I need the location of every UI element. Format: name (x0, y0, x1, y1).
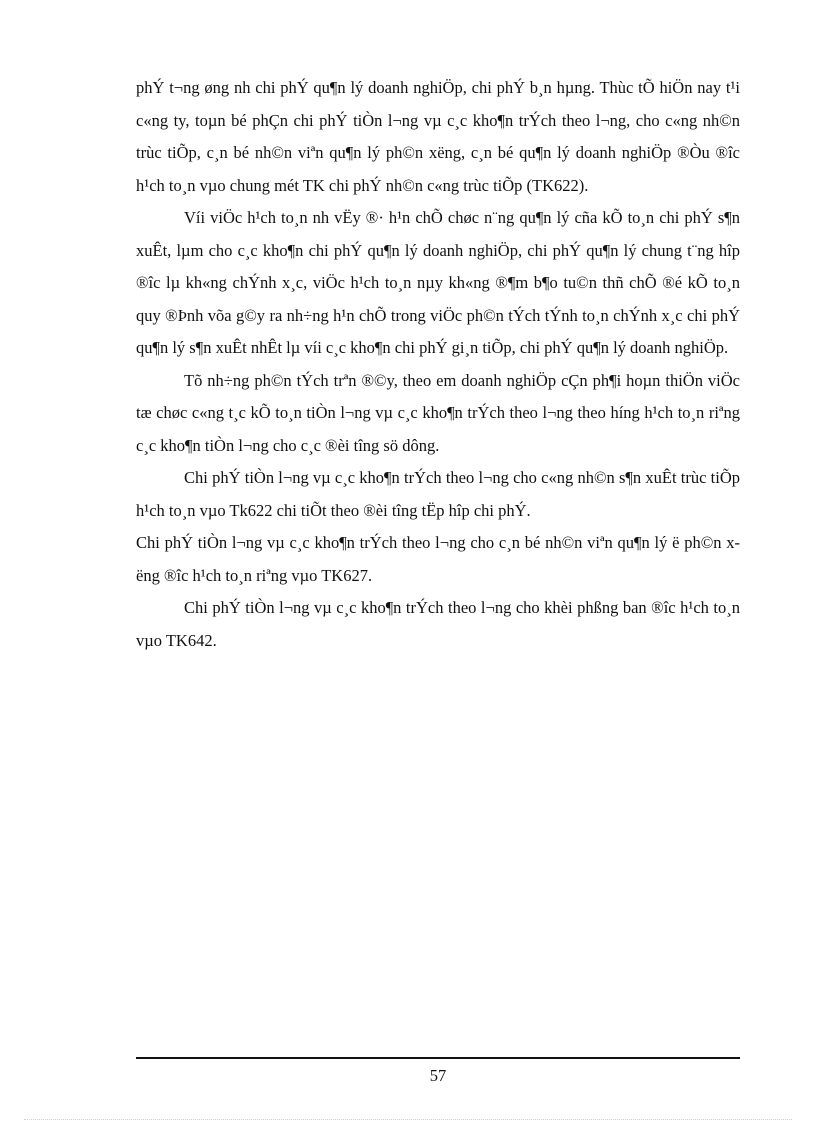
paragraph-5: Chi phÝ tiÒn l¬ng vµ c¸c kho¶n trÝch theo l¬ng cho c¸n bé nh©n viªn qu¶n lý ë ph©n xëng ®îc h¹ch to¸n riªng vµo TK627. (136, 533, 740, 585)
paragraph-3: Tõ nh÷ng ph©n tÝch trªn ®©y, theo em doanh nghiÖp cÇn ph¶i hoµn thiÖn viÖc tæ chøc c«ng t¸c kÕ to¸n tiÒn l¬ng vµ c¸c kho¶n trÝch theo l¬ng theo híng h¹ch to¸n riªng c¸c kho¶n tiÒn l¬ng cho c¸c ®èi tîng sö dông. (136, 370, 740, 455)
paragraph-1: phÝ t¬ng øng nh chi phÝ qu¶n lý doanh nghiÖp, chi phÝ b¸n hµng. Thùc tÕ hiÖn nay t¹i c«ng ty, toµn bé phÇn chi phÝ tiÒn l¬ng vµ c¸c kho¶n trÝch theo l¬ng, cho c«ng nh©n trùc tiÕp, c¸n bé nh©n viªn qu¶n lý ph©n xëng, c¸n bé qu¶n lý doanh nghiÖp ®Òu ®îc h¹ch to¸n vµo chung mét TK chi phÝ nh©n c«ng trùc tiÕp (TK622). (136, 78, 740, 195)
body-text (136, 72, 740, 657)
paragraph-4: Chi phÝ tiÒn l¬ng vµ c¸c kho¶n trÝch theo l¬ng cho c«ng nh©n s¶n xuÊt trùc tiÕp h¹ch to¸n vµo Tk622 chi tiÕt theo ®èi tîng tËp hîp chi phÝ. (136, 468, 740, 520)
page-bottom-border (24, 1119, 792, 1120)
page-number: 57 (429, 1066, 447, 1085)
paragraph-6: Chi phÝ tiÒn l¬ng vµ c¸c kho¶n trÝch theo l¬ng cho khèi phßng ban ®îc h¹ch to¸n vµo TK642. (136, 598, 740, 650)
footer-divider (136, 1057, 740, 1059)
paragraph-2: Víi viÖc h¹ch to¸n nh vËy ®· h¹n chÕ chøc n¨ng qu¶n lý cña kÕ to¸n chi phÝ s¶n xuÊt, lµm cho c¸c kho¶n chi phÝ qu¶n lý doanh nghiÖp, chi phÝ qu¶n lý chung t¨ng hîp ®îc lµ kh«ng chÝnh x¸c, viÖc h¹ch to¸n nµy kh«ng ®¶m b¶o tu©n thñ chÕ ®é kÕ to¸n quy ®Þnh võa g©y ra nh÷ng h¹n chÕ trong viÖc ph©n tÝch tÝnh to¸n chÝnh x¸c chi phÝ qu¶n lý s¶n xuÊt nhÊt lµ víi c¸c kho¶n chi phÝ gi¸n tiÕp, chi phÝ qu¶n lý doanh nghiÖp. (136, 208, 740, 357)
